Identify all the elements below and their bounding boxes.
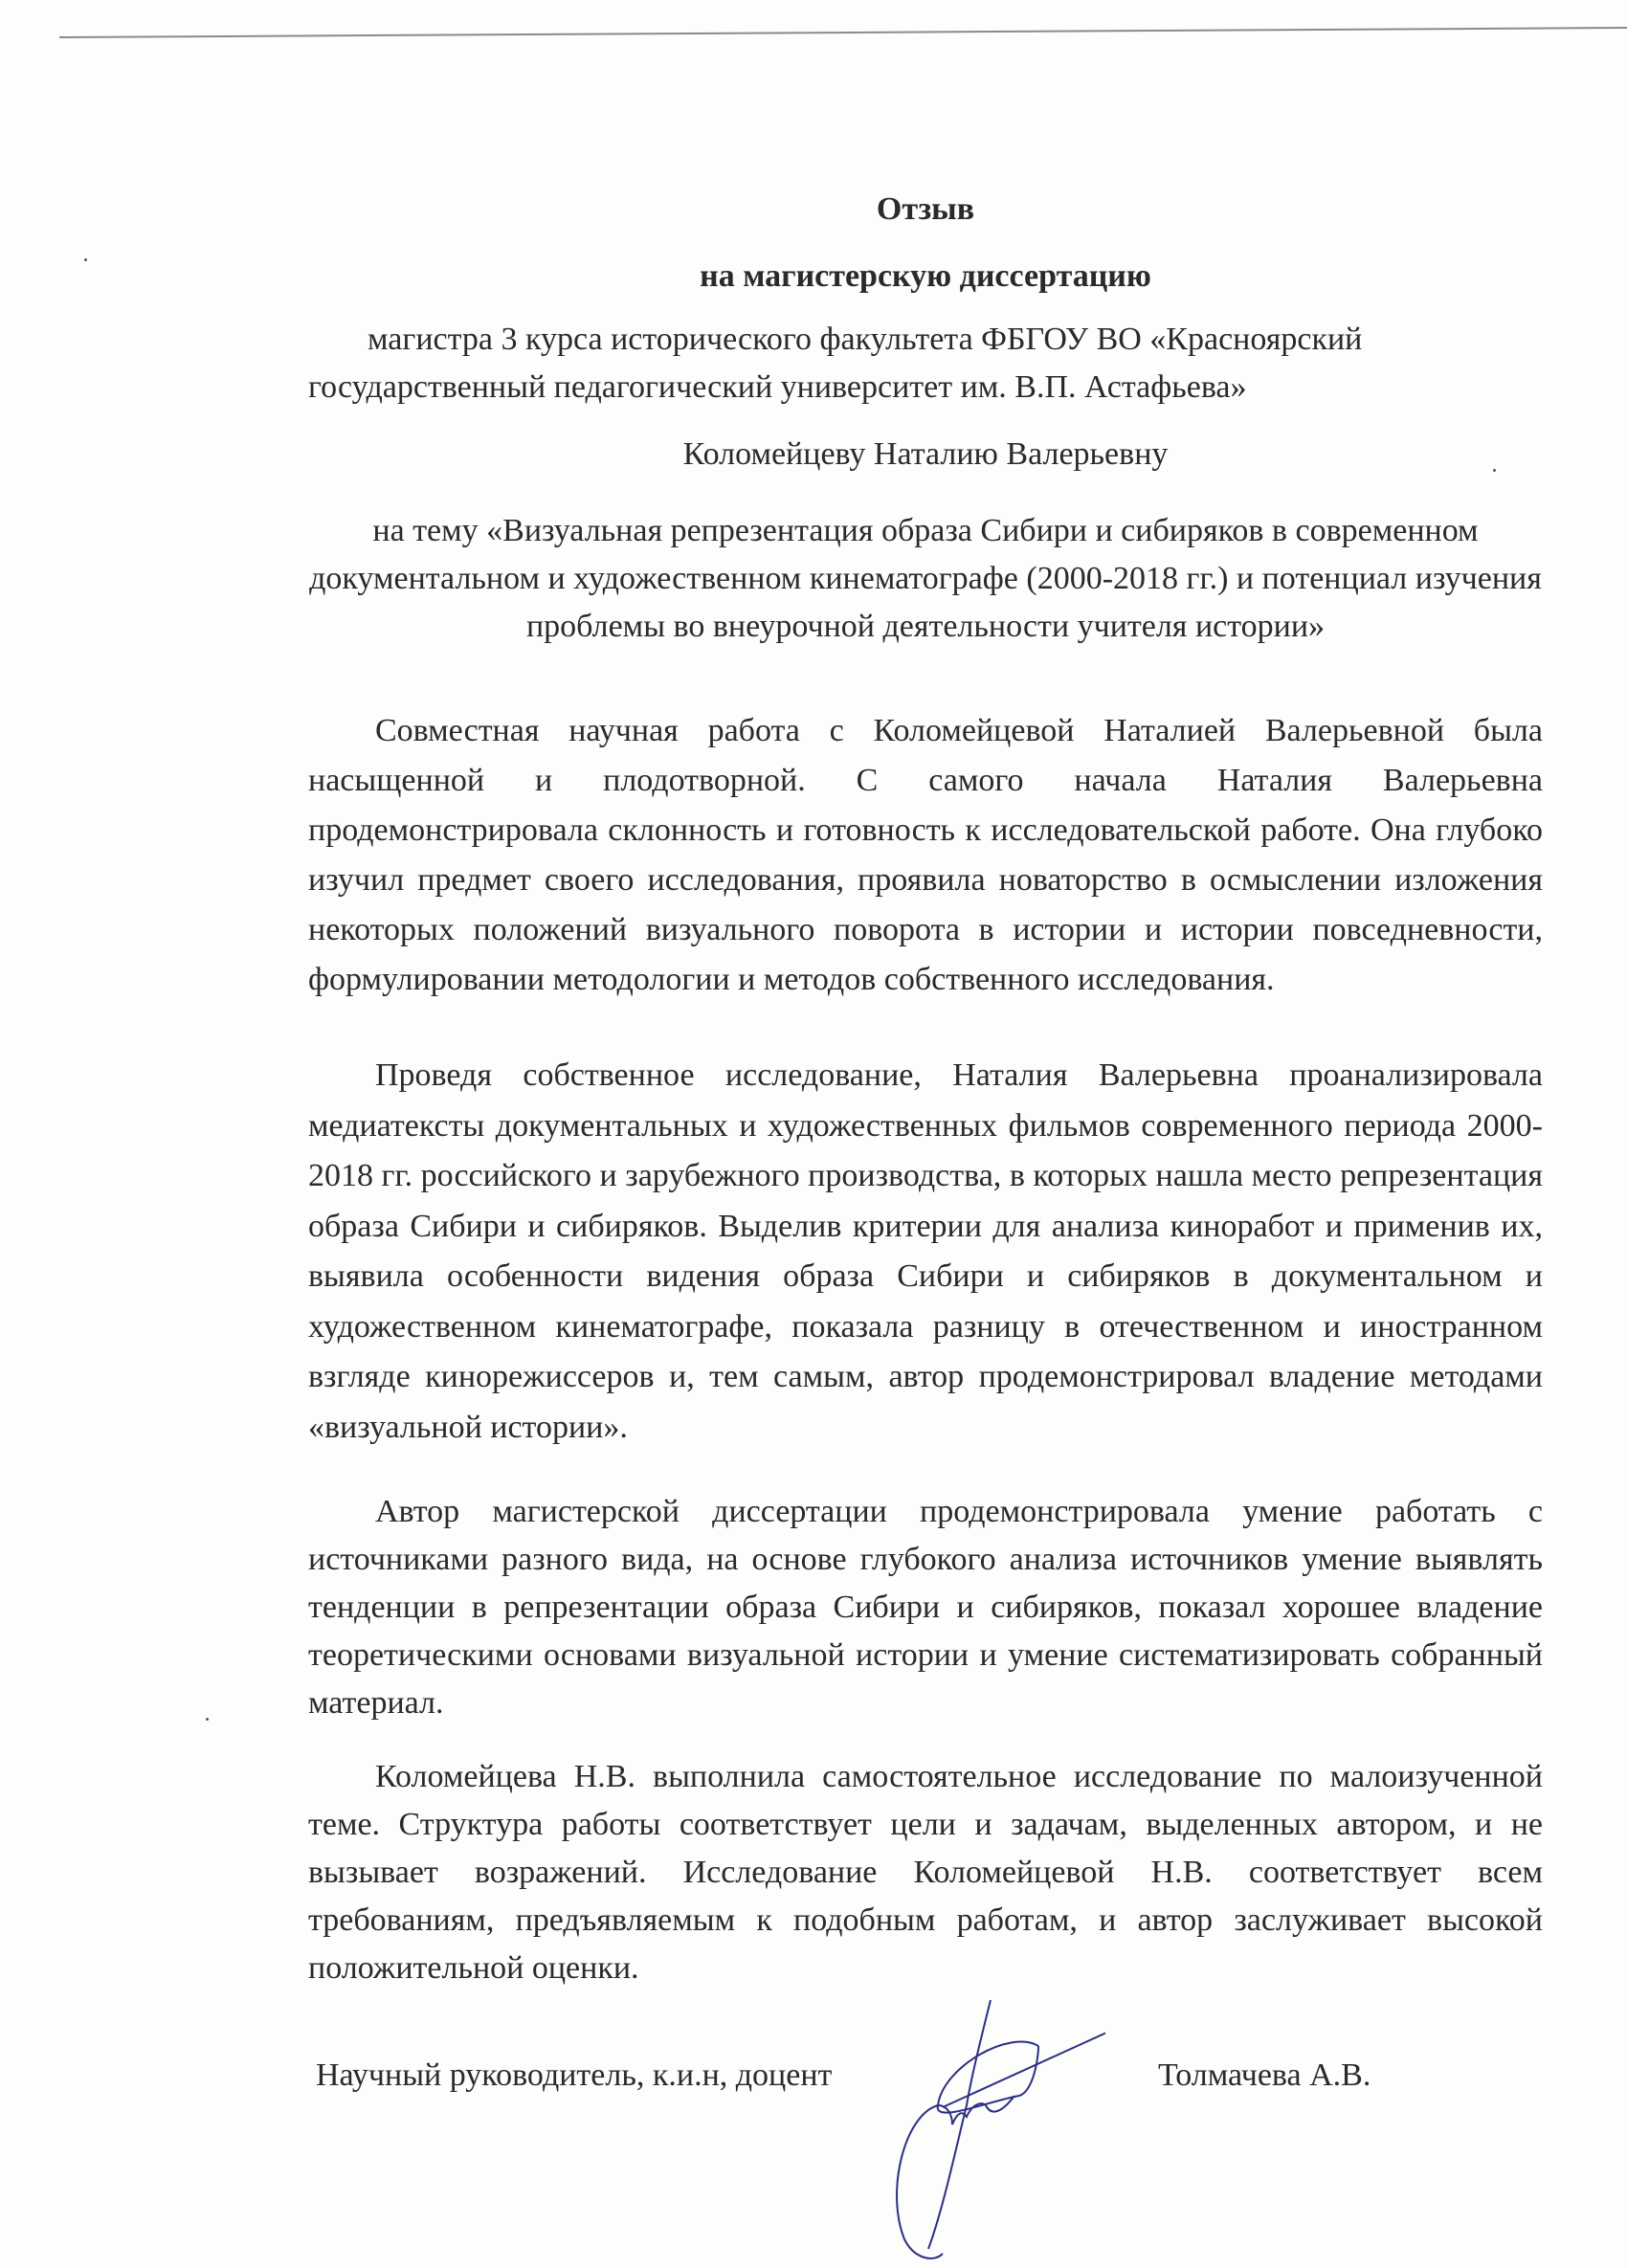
document-title: Отзыв (876, 191, 975, 227)
document-subtitle: на магистерскую диссертацию (700, 258, 1151, 294)
scan-speck (206, 1718, 209, 1721)
paragraph-1: Совместная научная работа с Коломейцевой Наталией Валерьевной была насыщенной и плодотворной. С самого начала Наталия Валерьевна продемонстрировала склонность и готовность к исследовательской работе. Она глубоко изучил предмет своего исследования, проявила новаторство в осмыслении изложения некоторых положений визуального поворота в истории и истории повседневности, формулировании методологии и методов собственного исследования. (308, 713, 1543, 997)
paragraph-3: Автор магистерской диссертации продемонстрировала умение работать с источниками разного вида, на основе глубокого анализа источников умение выявлять тенденции в репрезентации образа Сибири и сибиряков, показал хорошее владение теоретическими основами визуальной истории и умение систематизировать собранный материал. (308, 1494, 1543, 1721)
scan-speck (1493, 469, 1496, 472)
paragraph-4: Коломейцева Н.В. выполнила самостоятельное исследование по малоизученной теме. Структура работы соответствует цели и задачам, выделенных автором, и не вызывает возражений. Исследование Коломейцевой Н.В. соответствует всем требованиям, предъявляемым к подобным работам, и автор заслуживает высокой положительной оценки. (308, 1759, 1543, 1986)
scan-edge-line (59, 27, 1627, 38)
signer-name: Толмачева А.В. (1158, 2057, 1371, 2093)
university-line: магистра 3 курса исторического факультета ФБГОУ ВО «Красноярский государственный педагогический университет им. В.П. Астафьева» (308, 322, 1363, 405)
scan-speck (84, 258, 87, 261)
thesis-topic: на тему «Визуальная репрезентация образа Сибири и сибиряков в современном документальном и художественном кинематографе (2000-2018 гг.) и потенциал изучения проблемы во внеурочной деятельности учителя истории» (309, 513, 1542, 644)
paragraph-2: Проведя собственное исследование, Наталия Валерьевна проанализировала медиатексты документальных и художественных фильмов современного периода 2000-2018 гг. российского и зарубежного производства, в которых нашла место репрезентация образа Сибири и сибиряков. Выделив критерии для анализа киноработ и применив их, выявила особенности видения образа Сибири и сибиряков в документальном и художественном кинематографе, показала разницу в отечественном и иностранном взгляде кинорежиссеров и, тем самым, автор продемонстрировал владение методами «визуальной истории». (308, 1057, 1543, 1445)
student-name: Коломейцеву Наталию Валерьевну (682, 436, 1169, 472)
signer-role: Научный руководитель, к.и.н, доцент (316, 2057, 833, 2093)
handwritten-signature-icon (847, 2000, 1105, 2268)
signature-block (316, 2057, 1512, 2115)
